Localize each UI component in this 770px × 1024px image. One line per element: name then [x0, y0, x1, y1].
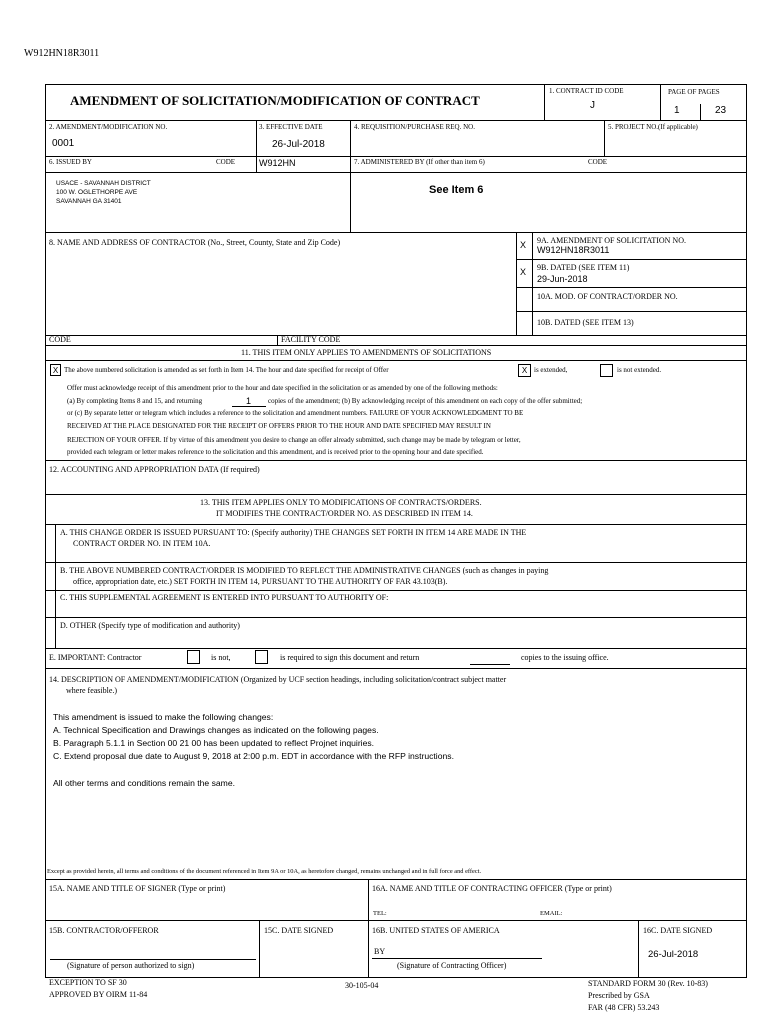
email-label: EMAIL:	[540, 910, 563, 917]
item-14-label: where feasible.)	[66, 686, 118, 695]
item-14-footer: Except as provided herein, all terms and conditions of the document referenced in Item 9A or 10A, as heretofore changed, remains unchanged and in full force and effect.	[47, 868, 482, 875]
document-id: W912HN18R3011	[24, 48, 100, 59]
item-15c-label: 15C. DATE SIGNED	[264, 926, 334, 935]
issued-by-label: 6. ISSUED BY	[49, 158, 92, 166]
item-10b-label: 10B. DATED (SEE ITEM 13)	[537, 318, 634, 327]
issuer-address-line: SAVANNAH GA 31401	[56, 198, 122, 205]
contractor-label: 8. NAME AND ADDRESS OF CONTRACTOR (No., Street, County, State and Zip Code)	[49, 238, 341, 247]
item-16c-label: 16C. DATE SIGNED	[643, 926, 713, 935]
administered-by-value: See Item 6	[429, 184, 484, 196]
form-title: AMENDMENT OF SOLICITATION/MODIFICATION OF CONTRACT	[70, 93, 480, 108]
footer-far: FAR (48 CFR) 53.243	[588, 1003, 660, 1012]
issuer-address-line: 100 W. OGLETHORPE AVE	[56, 189, 138, 196]
administered-code-label: CODE	[588, 158, 608, 166]
not-extended-label: is not extended.	[617, 366, 662, 374]
issued-code-label: CODE	[216, 158, 236, 166]
requisition-label: 4. REQUISITION/PURCHASE REQ. NO.	[354, 123, 475, 131]
item-9b-value: 29-Jun-2018	[537, 274, 588, 284]
administered-by-label: 7. ADMINISTERED BY (If other than item 6)	[354, 158, 485, 166]
item-11-instructions: RECEIVED AT THE PLACE DESIGNATED FOR THE RECEIPT OF OFFERS PRIOR TO THE HOUR AND DATE SPECIFIED MAY RESULT IN	[67, 422, 491, 430]
item-11-instructions: or (c) By separate letter or telegram which includes a reference to the solicitation and amendment numbers. FAILURE OF YOUR ACKNOWLEDGMENT TO BE	[67, 409, 524, 417]
footer-prescribed: Prescribed by GSA	[588, 991, 650, 1000]
item-13b-text: office, appropriation date, etc.) SET FORTH IN ITEM 14, PURSUANT TO THE AUTHORITY OF FAR 43.103(B).	[73, 577, 448, 586]
by-label: BY	[374, 947, 386, 956]
tel-label: TEL:	[373, 910, 387, 917]
item-12-label: 12. ACCOUNTING AND APPROPRIATION DATA (If required)	[49, 465, 260, 474]
effective-date-label: 3. EFFECTIVE DATE	[259, 123, 323, 131]
copies-to-office-label: copies to the issuing office.	[521, 653, 609, 662]
issuer-address-line: USACE - SAVANNAH DISTRICT	[56, 180, 151, 187]
footer-exception: EXCEPTION TO SF 30	[49, 978, 127, 987]
item-13b-text: B. THE ABOVE NUMBERED CONTRACT/ORDER IS MODIFIED TO REFLECT THE ADMINISTRATIVE CHANGES (such as changes in paying	[60, 566, 549, 575]
is-not-label: is not,	[211, 653, 231, 662]
item-16b-label: 16B. UNITED STATES OF AMERICA	[372, 926, 500, 935]
footer-standard-form: STANDARD FORM 30 (Rev. 10-83)	[588, 979, 708, 988]
copies-returned-value: 1	[246, 396, 252, 406]
officer-signature-label: (Signature of Contracting Officer)	[397, 961, 507, 970]
effective-date-value: 26-Jul-2018	[272, 139, 325, 150]
extended-label: is extended,	[534, 366, 568, 374]
amendment-change-item: C. Extend proposal due date to August 9, 2018 at 2:00 p.m. EDT in accordance with the RFP instructions.	[53, 751, 454, 761]
item-9a-label: 9A. AMENDMENT OF SOLICITATION NO.	[537, 236, 686, 245]
item-11-heading: 11. THIS ITEM ONLY APPLIES TO AMENDMENTS OF SOLICITATIONS	[241, 348, 492, 357]
amendment-change-item: B. Paragraph 5.1.1 in Section 00 21 00 has been updated to reflect Projnet inquiries.	[53, 738, 375, 748]
contractor-code-label: CODE	[49, 335, 71, 344]
item-15a-label: 15A. NAME AND TITLE OF SIGNER (Type or print)	[49, 884, 226, 893]
item-9a-mark: X	[520, 240, 527, 250]
item-13a-text: A. THIS CHANGE ORDER IS ISSUED PURSUANT TO: (Specify authority) THE CHANGES SET FORTH IN ITEM 14 ARE MADE IN THE	[60, 528, 527, 537]
is-required-checkbox[interactable]	[255, 650, 268, 664]
item-9b-label: 9B. DATED (SEE ITEM 11)	[537, 263, 630, 272]
extended-checkbox[interactable]: X	[518, 364, 531, 377]
issued-code-value: W912HN	[259, 158, 296, 168]
contractor-signature-label: (Signature of person authorized to sign)	[67, 961, 195, 970]
footer-form-number: 30-105-04	[345, 981, 379, 990]
item-10a-label: 10A. MOD. OF CONTRACT/ORDER NO.	[537, 292, 678, 301]
page-current: 1	[674, 105, 680, 116]
contract-id-label: 1. CONTRACT ID CODE	[549, 87, 624, 95]
amendment-change-item: A. Technical Specification and Drawings changes as indicated on the following pages.	[53, 725, 379, 735]
item-9b-mark: X	[520, 267, 527, 277]
not-extended-checkbox[interactable]	[600, 364, 613, 377]
item-11-instructions: REJECTION OF YOUR OFFER. If by virtue of this amendment you desire to change an offer already submitted, such change may be made by telegram or letter,	[67, 436, 521, 444]
amendment-intro: This amendment is issued to make the following changes:	[53, 712, 274, 722]
amendment-no-value: 0001	[52, 138, 75, 149]
item-13d-text: D. OTHER (Specify type of modification and authority)	[60, 621, 240, 630]
amendment-closing: All other terms and conditions remain the same.	[53, 778, 235, 788]
is-required-label: is required to sign this document and return	[280, 653, 420, 662]
amendment-no-label: 2. AMENDMENT/MODIFICATION NO.	[49, 123, 168, 131]
item-11-instructions: provided each telegram or letter makes reference to the solicitation and this amendment, and is received prior to the opening hour and date specified.	[67, 448, 484, 456]
contract-id-value: J	[590, 100, 595, 111]
is-not-checkbox[interactable]	[187, 650, 200, 664]
item-11-instructions: (a) By completing Items 8 and 15, and returning	[67, 397, 203, 405]
item-15b-label: 15B. CONTRACTOR/OFFEROR	[49, 926, 159, 935]
footer-approved: APPROVED BY OIRM 11-84	[49, 990, 148, 999]
item-13-heading: 13. THIS ITEM APPLIES ONLY TO MODIFICATIONS OF CONTRACTS/ORDERS.	[200, 498, 482, 507]
item-13-heading: IT MODIFIES THE CONTRACT/ORDER NO. AS DESCRIBED IN ITEM 14.	[216, 509, 473, 518]
item-11-checkbox[interactable]: X	[50, 364, 61, 376]
item-13c-text: C. THIS SUPPLEMENTAL AGREEMENT IS ENTERED INTO PURSUANT TO AUTHORITY OF:	[60, 593, 389, 602]
item-11-instructions: copies of the amendment; (b) By acknowledging receipt of this amendment on each copy of the offer submitted;	[268, 397, 583, 405]
page-total: 23	[715, 105, 727, 116]
important-label: E. IMPORTANT: Contractor	[49, 653, 142, 662]
facility-code-label: FACILITY CODE	[281, 335, 341, 344]
project-no-label: 5. PROJECT NO.(If applicable)	[608, 123, 698, 131]
item-14-label: 14. DESCRIPTION OF AMENDMENT/MODIFICATION (Organized by UCF section headings, including solicitation/contract subject matter	[49, 675, 507, 684]
item-11-line1: The above numbered solicitation is amended as set forth in Item 14. The hour and date specified for receipt of Offer	[64, 366, 389, 374]
item-13a-text: CONTRACT ORDER NO. IN ITEM 10A.	[73, 539, 211, 548]
page-of-pages-label: PAGE OF PAGES	[668, 88, 720, 96]
item-16c-value: 26-Jul-2018	[648, 949, 699, 960]
item-9a-value: W912HN18R3011	[537, 245, 610, 255]
item-16a-label: 16A. NAME AND TITLE OF CONTRACTING OFFICER (Type or print)	[372, 884, 612, 893]
item-11-instructions: Offer must acknowledge receipt of this amendment prior to the hour and date specified in the solicitation or as amended by one of the following methods:	[67, 384, 498, 392]
